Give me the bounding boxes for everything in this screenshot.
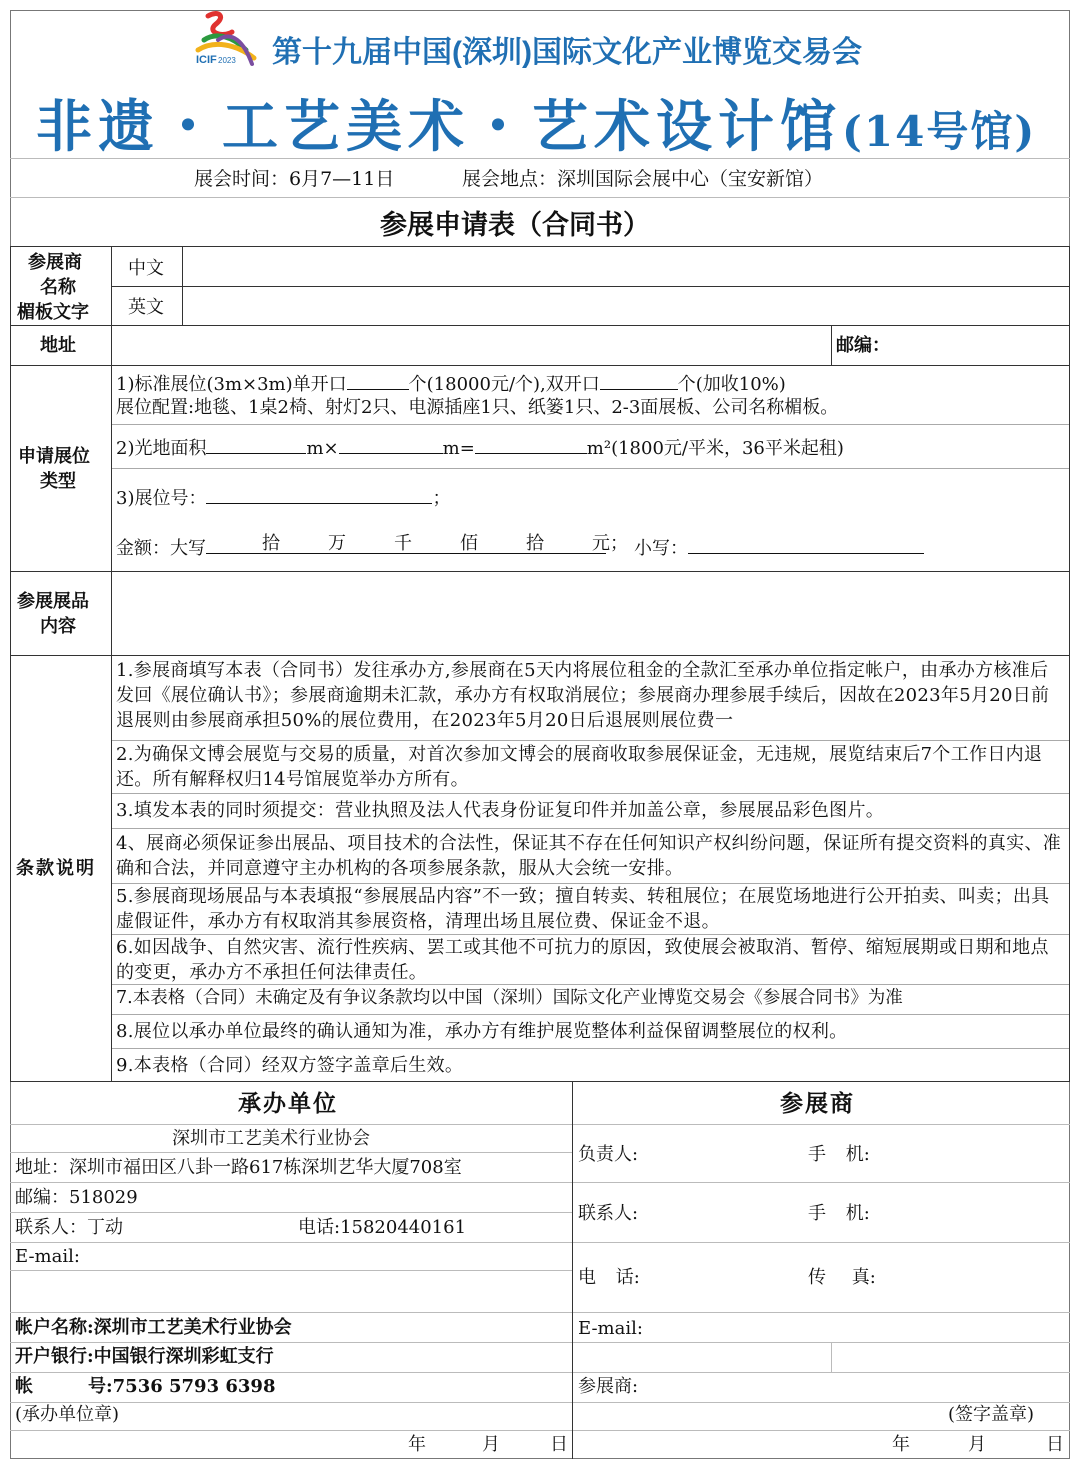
organizer-name: 深圳市工艺美术行业协会 xyxy=(172,1128,370,1149)
organizer-bank: 开户银行:中国银行深圳彩虹支行 xyxy=(15,1346,274,1367)
raw-space-area-field[interactable] xyxy=(475,436,587,454)
exhibitor-date-day: 日 xyxy=(1046,1434,1064,1455)
exhibits-label-1: 参展展品 xyxy=(17,591,89,612)
double-opening-qty-field[interactable] xyxy=(600,372,678,390)
hall-number: (14号馆) xyxy=(842,107,1037,156)
organizer-account-label: 帐 xyxy=(15,1376,33,1397)
term-5: 5.参展商现场展品与本表填报“参展展品内容”不一致；擅自转卖、转租展位；在展览场地进行公开拍卖、叫卖；出具虚假证件，承办方有权取消其参展资格，清理出场且展位费、保证金不退。 xyxy=(116,886,1050,932)
exhibitor-heading: 参展商 xyxy=(780,1090,855,1117)
organizer-date-day: 日 xyxy=(550,1434,568,1455)
amount-label: 金额：大写 xyxy=(116,538,206,559)
postcode-label: 邮编： xyxy=(836,335,890,356)
organizer-seal: (承办单位章) xyxy=(15,1404,120,1425)
exhibition-date: 展会时间：6月7—11日 xyxy=(194,168,395,190)
phone-label: 电 话: xyxy=(578,1267,640,1288)
logo-year: 2023 xyxy=(218,56,236,65)
booth-number-line: 3)展位号： ； xyxy=(116,488,451,509)
organizer-address: 地址：深圳市福田区八卦一路617栋深圳艺华大厦708室 xyxy=(15,1157,462,1178)
english-name-field[interactable] xyxy=(184,288,1068,324)
booth-config: 展位配置:地毯、1桌2椅、射灯2只、电源插座1只、纸篓1只、2-3面展板、公司名称楣板。 xyxy=(116,397,839,418)
form-title: 参展申请表（合同书） xyxy=(380,210,650,240)
chinese-label: 中文 xyxy=(128,258,164,279)
chinese-name-field[interactable] xyxy=(184,248,1068,285)
organizer-email: E-mail: xyxy=(15,1246,80,1267)
amount-words-field[interactable]: 拾 万 千 佰 拾 元； xyxy=(206,536,606,554)
organizer-contact: 联系人：丁动 xyxy=(15,1217,123,1238)
exhibitor-name-label-1: 参展商 xyxy=(28,252,82,273)
mobile2-label: 手 机: xyxy=(808,1203,870,1224)
standard-booth-line: 1)标准展位(3m×3m)单开口 个(18000元/个),双开口 个(加收10%) xyxy=(116,374,786,395)
raw-space-line: 2)光地面积 m× m= m²(1800元/平米，36平米起租) xyxy=(116,438,844,459)
logo-text: ICIF xyxy=(196,54,217,66)
booth-type-label-2: 类型 xyxy=(40,471,76,492)
exhibitor-name-label-3: 楣板文字 xyxy=(17,302,89,323)
exhibitor-email-label: E-mail: xyxy=(578,1318,643,1339)
term-7: 7.本表格（合同）未确定及有争议条款均以中国（深圳）国际文化产业博览交易会《参展合同书》为准 xyxy=(116,988,903,1008)
term-8: 8.展位以承办单位最终的确认通知为准，承办方有维护展览整体利益保留调整展位的权利。 xyxy=(116,1021,848,1042)
address-field[interactable] xyxy=(113,327,829,364)
contact-label: 联系人: xyxy=(578,1203,639,1224)
organizer-phone: 电话:15820440161 xyxy=(298,1217,467,1238)
exhibitor-signature: (签字盖章) xyxy=(948,1404,1035,1425)
organizer-date-year: 年 xyxy=(408,1434,426,1455)
term-2: 2.为确保文博会展览与交易的质量，对首次参加文博会的展商收取参展保证金，无违规，展览结束后7个工作日内退还。所有解释权归14号馆展览举办方所有。 xyxy=(116,744,1043,790)
fax-label: 传 真: xyxy=(808,1267,876,1288)
organizer-account-name: 帐户名称:深圳市工艺美术行业协会 xyxy=(15,1317,292,1338)
address-label: 地址 xyxy=(40,335,76,356)
amount-small-label: 小写： xyxy=(634,538,688,559)
term-3: 3.填发本表的同时须提交：营业执照及法人代表身份证复印件并加盖公章，参展展品彩色图片。 xyxy=(116,800,885,821)
person-in-charge-label: 负责人: xyxy=(578,1144,639,1165)
booth-type-label-1: 申请展位 xyxy=(18,446,90,467)
organizer-date-month: 月 xyxy=(482,1434,500,1455)
amount-figures-field[interactable] xyxy=(688,536,924,554)
exhibitor-date-year: 年 xyxy=(892,1434,910,1455)
exhibitor-sign-label: 参展商: xyxy=(578,1376,639,1397)
amount-line xyxy=(116,533,924,560)
term-6: 6.如因战争、自然灾害、流行性疾病、罢工或其他不可抗力的原因，致使展会被取消、暂停、缩短展期或日期和地点的变更，承办方不承担任何法律责任。 xyxy=(116,937,1049,983)
term-1: 1.参展商填写本表（合同书）发往承办方,参展商在5天内将展位租金的全款汇至承办单位指定帐户，由承办方核准后发回《展位确认书》；参展商逾期未汇款，承办方有权取消展位；参展商办理参展手续后，因故在2023年5月20日前退展则由参展商承担50%的展位费用，在2023年5月20日后退展则展位费一 xyxy=(116,660,1050,731)
english-label: 英文 xyxy=(128,297,164,318)
booth-number-field[interactable] xyxy=(206,486,432,504)
organizer-heading: 承办单位 xyxy=(238,1090,338,1117)
event-title: 第十九届中国(深圳)国际文化产业博览交易会 xyxy=(272,36,862,69)
icif-logo xyxy=(192,10,258,72)
terms-label: 条款说明 xyxy=(16,858,96,879)
exhibits-content-field[interactable] xyxy=(113,573,1068,654)
exhibitor-date-month: 月 xyxy=(968,1434,986,1455)
organizer-postcode: 邮编：518029 xyxy=(15,1187,138,1208)
raw-space-length-field[interactable] xyxy=(206,436,306,454)
exhibitor-name-label-2: 名称 xyxy=(40,277,76,298)
term-4: 4、展商必须保证参出展品、项目技术的合法性，保证其不存在任何知识产权纠纷问题，保证所有提交资料的真实、准确和合法，并同意遵守主办机构的各项参展条款，服从大会统一安排。 xyxy=(116,833,1062,879)
organizer-account-number: 号:7536 5793 6398 xyxy=(88,1376,276,1397)
hall-title xyxy=(36,94,1036,165)
exhibits-label-2: 内容 xyxy=(40,616,76,637)
hall-name: 非遗・工艺美术・艺术设计馆 xyxy=(36,94,842,160)
term-9: 9.本表格（合同）经双方签字盖章后生效。 xyxy=(116,1055,464,1076)
mobile1-label: 手 机: xyxy=(808,1144,870,1165)
single-opening-qty-field[interactable] xyxy=(347,372,409,390)
exhibition-venue: 展会地点：深圳国际会展中心（宝安新馆） xyxy=(462,168,824,190)
raw-space-width-field[interactable] xyxy=(339,436,443,454)
